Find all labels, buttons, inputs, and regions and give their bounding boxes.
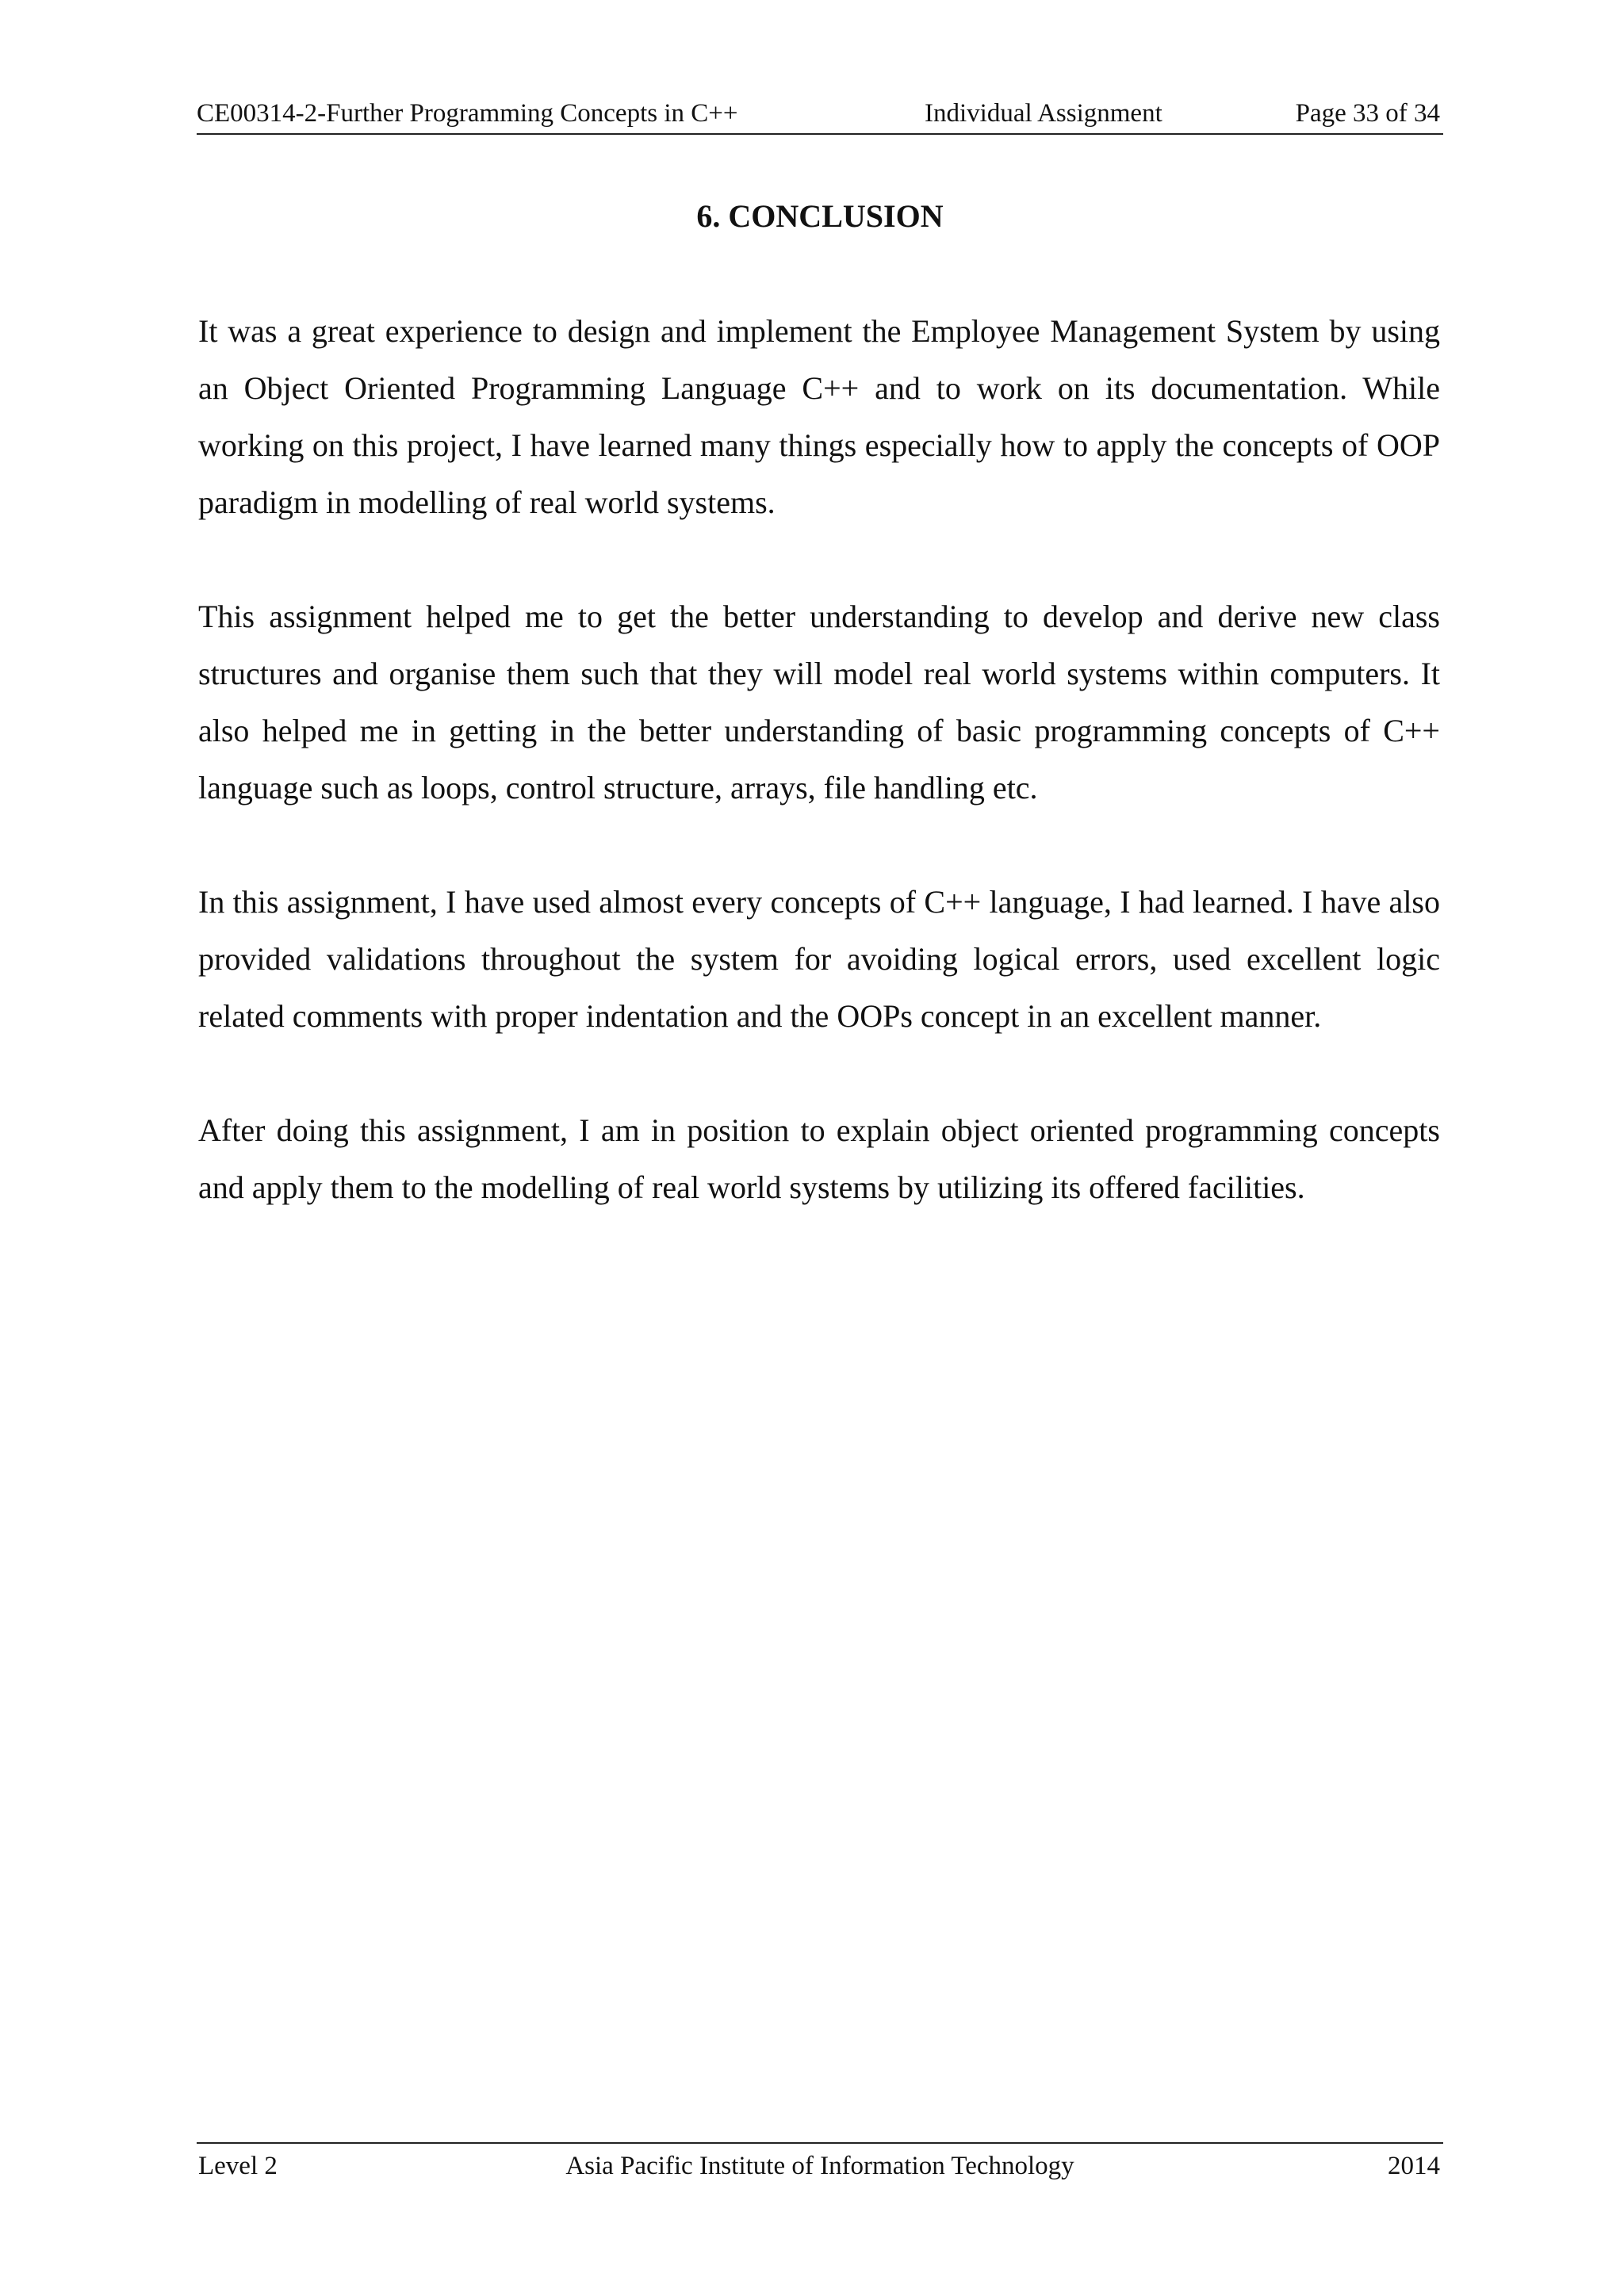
paragraph: This assignment helped me to get the better understanding to develop and derive new class structures and organise them such that they will model real world systems within computers. It also helped me in getting in the better understanding of basic programming concepts of C++ language such as loops, control structure, arrays, file handling etc.	[198, 599, 1440, 806]
header-assignment-type: Individual Assignment	[925, 99, 1162, 128]
header-page-number: Page 33 of 34	[1295, 99, 1440, 128]
footer-level: Level 2	[198, 2152, 278, 2180]
page-footer	[197, 2142, 1443, 2188]
footer-institute: Asia Pacific Institute of Information Technology	[565, 2152, 1074, 2180]
conclusion-body	[198, 303, 1440, 1273]
paragraph: It was a great experience to design and implement the Employee Management System by using an Object Oriented Programming Language C++ and to work on its documentation. While working on this project, I have learned many things especially how to apply the concepts of OOP paradigm in modelling of real world systems.	[198, 313, 1440, 520]
paragraph: After doing this assignment, I am in position to explain object oriented programming concepts and apply them to the modelling of real world systems by utilizing its offered facilities.	[198, 1112, 1440, 1205]
section-title: 6. CONCLUSION	[696, 198, 944, 234]
header-course-title: CE00314-2-Further Programming Concepts in C++	[197, 99, 738, 128]
paragraph: In this assignment, I have used almost every concepts of C++ language, I had learned. I have also provided validations throughout the system for avoiding logical errors, used excellent logic related comments with proper indentation and the OOPs concept in an excellent manner.	[198, 884, 1440, 1034]
footer-year: 2014	[1388, 2152, 1440, 2180]
page-header	[197, 94, 1443, 135]
